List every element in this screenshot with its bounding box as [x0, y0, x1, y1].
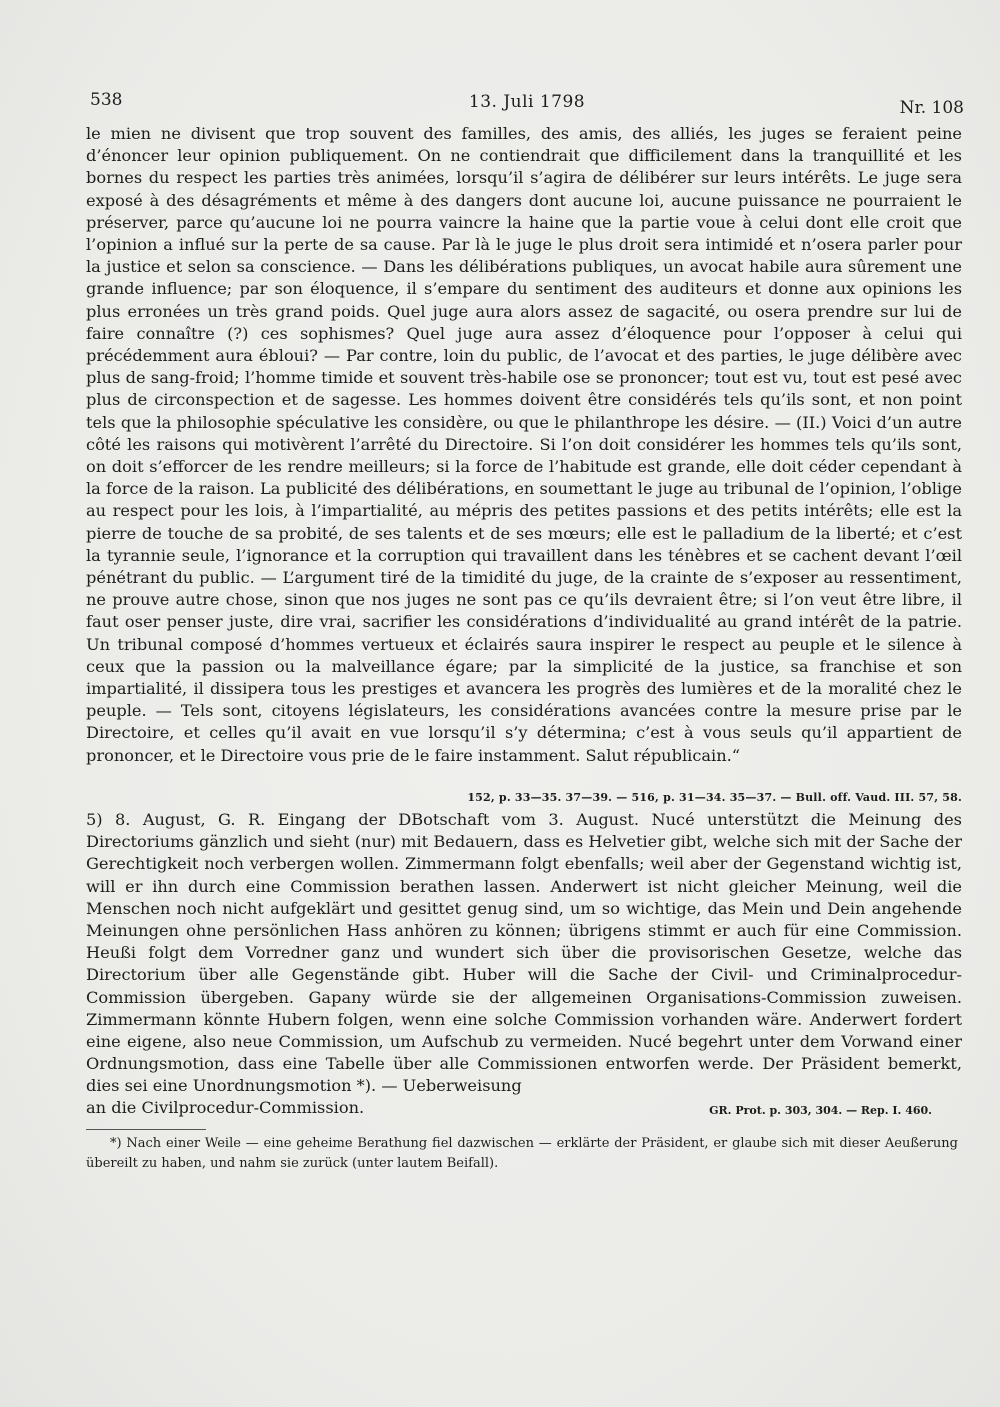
source-reference-german: GR. Prot. p. 303, 304. — Rep. I. 460.	[709, 1104, 932, 1117]
document-number: Nr. 108	[899, 98, 964, 118]
page-header	[90, 90, 964, 120]
french-report-text	[86, 123, 962, 767]
source-reference-french: 152, p. 33—35. 37—39. — 516, p. 31—34. 35—37. — Bull. off. Vaud. III. 57, 58.	[467, 791, 962, 804]
page-number: 538	[90, 90, 123, 110]
footnote-divider	[86, 1129, 206, 1130]
footnote: *) Nach einer Weile — eine geheime Berathung fiel dazwischen — erklärte der Präsident, er glaube sich mit dieser Aeußerung übereilt zu haben, und nahm sie zurück (unter lautem Beifall).	[86, 1136, 958, 1171]
german-paragraph: 5) 8. August, G. R. Eingang der DBotschaft vom 3. August. Nucé unterstützt die Meinung des Directoriums gänzlich und sieht (nur) mit Bedauern, dass es Helvetier gibt, welche sich mit der Sache der Gerechtigkeit noch verbergen wollen. Zimmermann folgt ebenfalls; weil aber der Gegenstand wichtig ist, will er ihn durch eine Commission berathen lassen. Anderwert ist nicht gleicher Meinung, weil die Menschen noch nicht aufgeklärt und gesittet genug sind, um so wichtige, das Mein und Dein angehende Meinungen ohne persönlichen Hass anhören zu können; übrigens stimmt er auch für eine Commission. Heußi folgt dem Vorredner ganz und wundert sich über die provisorischen Gesetze, welche das Directorium über alle Gegenstände gibt. Huber will die Sache der Civil- und Criminalprocedur-Commission übergeben. Gapany würde sie der allgemeinen Organisations-Commission zuweisen. Zimmermann könnte Hubern folgen, wenn eine solche Commission vorhanden wäre. Anderwert fordert eine eigene, also neue Commission, um Aufschub zu vermeiden. Nucé begehrt unter dem Vorwand einer Ordnungsmotion, dass eine Tabelle über alle Commissionen entworfen werde. Der Präsident bemerkt, dies sei eine Unordnungsmotion *). — Ueberweisung	[86, 810, 962, 1096]
german-session-text	[86, 809, 962, 1098]
french-paragraph: le mien ne divisent que trop souvent des familles, des amis, des alliés, les juges se feraient peine d’énoncer leur opinion publiquement. On ne contiendrait que difficilement dans la tranquillité et les bornes du respect les parties très animées, lorsqu’il s’agira de délibérer sur leurs intérêts. Le juge sera exposé à des désagréments et même à des dangers dont aucune loi, aucune puissance ne pourraient le préserver, parce qu’aucune loi ne pourra vaincre la haine que la partie voue à celui dont elle croit que l’opinion a influé sur la perte de sa cause. Par là le juge le plus droit sera intimidé et n’osera parler pour la justice et selon sa conscience. — Dans les délibérations publiques, un avocat habile aura sûrement une grande influence; par son éloquence, il s’empare du sentiment des auditeurs et donne aux opinions les plus erronées un très grand poids. Quel juge aura alors assez de sagacité, ou osera prendre sur lui de faire connaître (?) ces sophismes? Quel juge aura assez d’éloquence pour l’opposer à celui qui précédemment aura ébloui? — Par contre, loin du public, de l’avocat et des parties, le juge délibère avec plus de sang-froid; l’homme timide et souvent très-habile ose se prononcer; tout est vu, tout est pesé avec plus de circonspection et de sagesse. Les hommes doivent être considérés tels qu’ils sont, et non point tels que la philosophie spéculative les considère, ou que le philanthrope les désire. — (II.) Voici d’un autre côté les raisons qui motivèrent l’arrêté du Directoire. Si l’on doit considérer les hommes tels qu’ils sont, on doit s’efforcer de les rendre meilleurs; si la force de l’habitude est grande, elle doit céder cependant à la force de la raison. La publicité des délibérations, en soumettant le juge au tribunal de l’opinion, l’oblige au respect pour les lois, à l’impartialité, au mépris des petites passions et des petits intérêts; elle est la pierre de touche de sa probité, de ses talents et de ses mœurs; elle est le palladium de la liberté; et c’est la tyrannie seule, l’ignorance et la corruption qui travaillent dans les ténèbres et se cachent devant l’œil pénétrant du public. — L’argument tiré de la timidité du juge, de la crainte de s’exposer au ressentiment, ne prouve autre chose, sinon que nos juges ne sont pas ce qu’ils devraient être; si l’on veut être libre, il faut oser penser juste, dire vrai, sacrifier les considérations d’individualité au grand intérêt de la patrie. Un tribunal composé d’hommes vertueux et éclairés saura inspirer le respect au peuple et le silence à ceux que la passion ou la malveillance égare; par la simplicité de la justice, sa franchise et son impartialité, il dissipera tous les prestiges et avancera les progrès des lumières et de la moralité chez le peuple. — Tels sont, citoyens législateurs, les considérations avancées contre la mesure prise par le Directoire, et celles qu’il avait en vue lorsqu’il s’y détermina; c’est à vous seuls qu’il appartient de prononcer, et le Directoire vous prie de le faire instamment. Salut républicain.“	[86, 124, 962, 765]
running-title-date: 13. Juli 1798	[468, 92, 586, 112]
german-closing-text: an die Civilprocedur-Commission.	[86, 1098, 365, 1117]
